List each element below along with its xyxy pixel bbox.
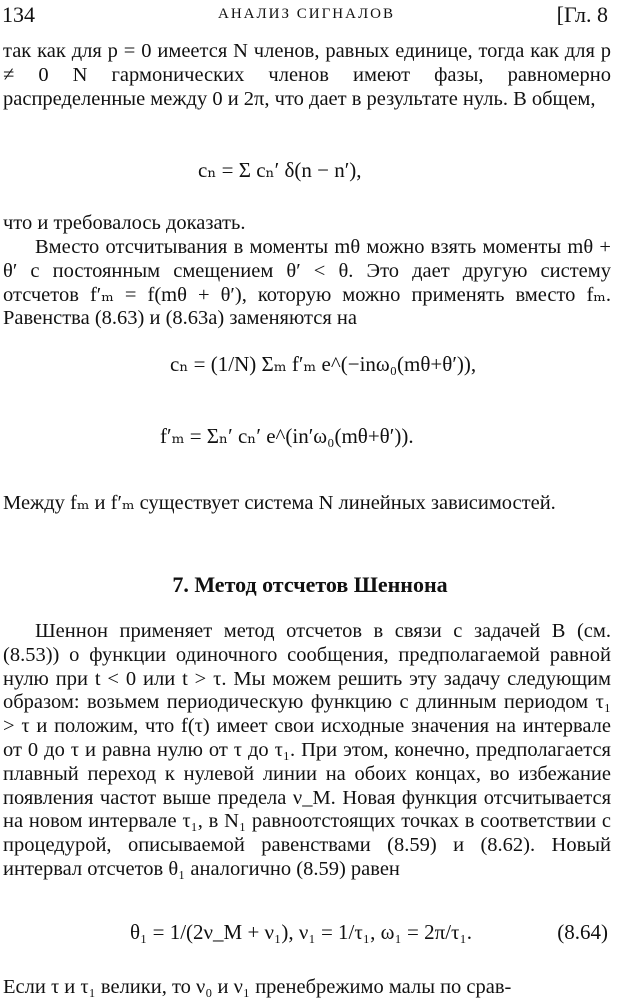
paragraph-1 bbox=[3, 40, 611, 111]
paragraph-text: Между fₘ и f′ₘ существует система N линейных зависимостей. bbox=[3, 492, 556, 514]
running-header bbox=[0, 0, 620, 30]
paragraph-text: Вместо отсчитывания в моменты mθ можно взять моменты mθ + θ′ с постоянным смещением θ′ < θ. Это дает другую систему отсчетов f′ₘ = f(mθ + θ′), которую можно применять вместо fₘ. Равенства (8.63) и (8.63а) заменяются на bbox=[3, 236, 611, 330]
running-title: АНАЛИЗ СИГНАЛОВ bbox=[218, 6, 395, 22]
paragraph-text: Если τ и τ₁ велики, то ν₀ и ν₁ пренебрежимо малы по срав- bbox=[3, 976, 512, 998]
equation-3: f′ₘ = Σₙ′ cₙ′ e^(in′ω₀(mθ+θ′)). bbox=[160, 424, 414, 448]
paragraph-text: так как для p = 0 имеется N членов, равных единице, тогда как для p ≠ 0 N гармонических членов имеют фазы, равномерно распределенные между 0 и 2π, что дает в результате нуль. В общем, bbox=[3, 40, 611, 110]
equation-1: cₙ = Σ cₙ′ δ(n − n′), bbox=[198, 158, 362, 182]
paragraph-text: Шеннон применяет метод отсчетов в связи с задачей В (см. (8.53)) о функции одиночного сообщения, предполагаемой равной нулю при t < 0 или t > τ. Мы можем решить эту задачу следующим образом: возьмем периодическую функцию с длинным периодом τ₁ > τ и положим, что f(τ) имеет свои исходные значения на интервале от 0 до τ и равна нулю от τ до τ₁. При этом, конечно, предполагается плавный переход к нулевой линии на обоих концах, во избежание появления частот выше предела ν_M. Новая функция отсчитывается на новом интервале τ₁, в N₁ равноотстоящих точках в соответствии с процедурой, описываемой равенствами (8.59) и (8.62). Новый интервал отсчетов θ₁ аналогично (8.59) равен bbox=[3, 620, 611, 880]
paragraph-2 bbox=[3, 212, 611, 236]
equation-2: cₙ = (1/N) Σₘ f′ₘ e^(−inω₀(mθ+θ′)), bbox=[170, 352, 477, 376]
chapter-label: [Гл. 8 bbox=[556, 2, 608, 27]
paragraph-3 bbox=[3, 236, 611, 331]
paragraph-4 bbox=[3, 492, 611, 516]
paragraph-6 bbox=[3, 976, 611, 1000]
paragraph-5 bbox=[3, 620, 611, 882]
paragraph-text: что и требовалось доказать. bbox=[3, 212, 246, 234]
equation-number: (8.64) bbox=[557, 920, 608, 944]
equation-4: θ₁ = 1/(2ν_M + ν₁), ν₁ = 1/τ₁, ω₁ = 2π/τ₁. bbox=[130, 920, 473, 944]
section-title: 7. Метод отсчетов Шеннона bbox=[172, 572, 448, 597]
page-number: 134 bbox=[2, 2, 35, 27]
